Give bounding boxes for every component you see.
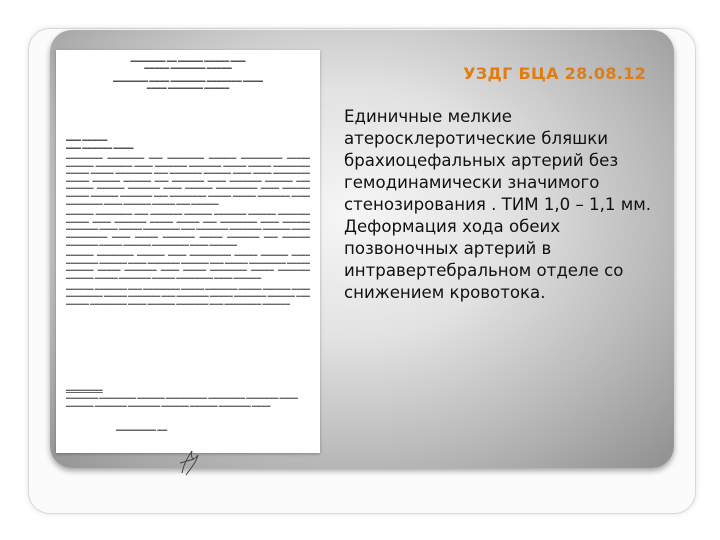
report-conclusion: ▬▬▬▬▬▬▬▬ ▬▬▬▬▬▬▬ ▬▬▬▬▬▬▬▬ ▬▬▬▬▬▬ ▬▬▬▬▬▬▬▬▬ ▬▬▬▬▬▬▬▬ ▬▬▬▬▬▬▬ ▬▬▬▬ ▬▬▬▬▬▬ ▬▬▬▬▬▬▬ ▬▬▬▬▬▬▬ ▬▬▬▬▬▬ ▬▬▬▬▬▬ ▬▬▬▬▬▬▬ ▬▬▬▬ — [66, 387, 298, 408]
report-signature-line: ▬▬▬▬▬▬▬▬ ▬▬ — [116, 428, 168, 433]
slide-text — [344, 106, 664, 304]
report-body: ▬▬▬▬▬▬▬▬ ▬▬▬▬▬▬▬▬ ▬▬▬ ▬▬▬▬▬▬▬▬ ▬▬▬▬▬▬ ▬▬▬▬▬▬▬▬▬ ▬▬▬▬▬ ▬▬▬▬▬▬ ▬▬▬▬▬▬▬▬ ▬▬▬▬ ▬▬▬▬▬▬▬ ▬▬▬▬▬▬▬ ▬▬▬▬▬ ▬▬▬▬▬ ▬▬▬▬▬▬▬▬ ▬▬▬▬▬ ▬▬▬▬▬ ▬▬▬▬▬▬▬▬ ▬▬▬ ▬▬▬▬▬▬▬ ▬▬▬▬▬▬ ▬▬▬▬ ▬▬▬▬ ▬▬▬▬▬▬▬▬ ▬▬▬▬▬ ▬▬▬▬▬▬ ▬▬▬▬▬▬ ▬▬▬ ▬▬▬▬▬▬▬ ▬▬▬▬ ▬▬▬▬▬▬▬ ▬▬▬▬▬▬ ▬▬▬ ▬▬▬▬▬▬ ▬▬▬▬▬▬ ▬▬▬▬▬▬▬ ▬▬▬▬ ▬▬▬▬▬▬ ▬▬▬▬▬▬▬▬▬ ▬▬▬▬ ▬▬▬▬▬▬ ▬▬▬▬▬ ▬▬▬▬▬▬ ▬▬▬▬▬▬▬ ▬▬▬ ▬▬▬▬▬▬▬▬ ▬▬▬▬▬ ▬▬▬▬▬ ▬▬▬▬▬▬▬ ▬▬▬▬ ▬▬▬▬▬▬▬▬ ▬▬▬▬ ▬▬▬▬▬▬ ▬▬▬▬▬ ▬▬▬ ▬▬▬▬▬▬ ▬▬▬▬▬▬ ▬▬▬▬▬▬▬▬ ▬▬▬ ▬▬▬▬▬▬▬ ▬▬▬▬▬▬ ▬▬▬▬▬▬▬ ▬▬▬▬▬▬ ▬▬▬▬▬▬▬ ▬▬▬▬▬ ▬▬▬▬ ▬▬▬▬▬▬▬ ▬▬▬▬▬ ▬▬▬▬▬ ▬▬▬ ▬▬▬▬▬▬▬▬ ▬▬▬▬ ▬▬▬▬▬▬ ▬▬▬▬▬▬▬ ▬▬▬▬ ▬▬▬▬▬ ▬▬▬▬▬▬▬▬ ▬▬▬ ▬▬▬▬▬▬▬ ▬▬▬▬▬▬▬ ▬▬▬▬▬▬ ▬▬▬▬ ▬▬▬▬▬▬▬▬▬ ▬▬▬▬ ▬▬▬▬▬ ▬▬▬▬▬▬▬ ▬▬▬▬▬ ▬▬▬▬▬▬▬ ▬▬▬ ▬▬▬▬▬▬ ▬▬▬▬▬▬▬ ▬▬▬▬▬ ▬▬▬▬▬▬ ▬▬▬▬▬▬▬▬ ▬▬▬▬ ▬▬▬▬▬▬ ▬▬▬▬▬▬ ▬▬▬▬▬▬▬▬ ▬▬▬▬▬▬ ▬▬▬▬ ▬▬▬▬▬▬▬▬▬ ▬▬▬▬▬ ▬▬▬▬▬▬ ▬▬▬▬ ▬▬▬▬▬▬▬ ▬▬▬▬▬▬ ▬▬▬▬ ▬▬▬▬▬▬▬ ▬▬▬▬▬▬ ▬▬▬ ▬▬▬▬▬ ▬▬▬▬▬▬▬▬ ▬▬▬▬▬ ▬▬▬▬▬▬ ▬▬▬▬▬ ▬▬▬▬▬▬▬ ▬▬▬▬ ▬▬▬▬▬ ▬▬▬▬▬▬▬▬ ▬▬▬▬▬ ▬▬▬▬▬▬▬ ▬▬▬▬▬▬ ▬▬▬▬▬ ▬▬▬▬▬▬▬ ▬▬▬▬▬ ▬▬▬▬▬▬▬▬ ▬▬▬▬ ▬▬▬▬▬▬ ▬▬▬▬▬▬ ▬▬▬▬▬▬▬ ▬▬▬ ▬▬▬▬▬▬▬▬ ▬▬▬▬▬ ▬▬▬▬▬▬▬ ▬▬▬▬▬ ▬▬▬▬▬▬ ▬▬▬▬ ▬▬▬▬▬▬▬▬ ▬▬▬▬▬ ▬▬▬▬▬▬▬ ▬▬▬ ▬▬▬▬▬▬▬ ▬▬▬▬▬ ▬▬▬▬▬▬▬ ▬▬▬▬▬▬ ▬▬▬ ▬▬▬▬▬ ▬▬▬▬▬▬▬▬ ▬▬▬▬ ▬▬▬▬▬▬ ▬▬▬▬▬▬▬ ▬▬▬ ▬▬▬▬▬▬▬▬ ▬▬▬▬▬▬ — [66, 155, 310, 306]
slide-title: УЗДГ БЦА 28.08.12 — [463, 64, 646, 83]
finding-paragraph-2: Деформация хода обеих позвоночных артерий в интравертебральном отделе со снижением кровотока. — [344, 217, 624, 302]
report-header: ▬▬▬▬▬▬▬ ▬▬ ▬▬▬▬▬ ▬▬▬▬▬ ▬▬▬ ▬▬▬▬▬ ▬▬▬▬▬▬▬ ▬▬▬▬▬ ▬▬▬▬▬▬▬ ▬▬▬▬ ▬▬▬▬▬▬▬ ▬▬▬▬▬▬▬ ▬▬▬▬ ▬▬▬▬ ▬▬▬▬▬▬▬ ▬▬▬▬▬ — [113, 59, 263, 91]
scanned-report-image — [56, 50, 320, 453]
finding-paragraph-1: Единичные мелкие атеросклеротические бляшки брахиоцефальных артерий без гемодинамически значимого стенозирования . ТИМ 1,0 – 1,1 мм. — [344, 107, 652, 214]
signature-mark — [174, 445, 204, 477]
report-meta: ▬▬▬ ▬▬▬▬▬ ▬▬▬ ▬▬▬▬▬▬ ▬▬▬▬ — [66, 138, 134, 151]
